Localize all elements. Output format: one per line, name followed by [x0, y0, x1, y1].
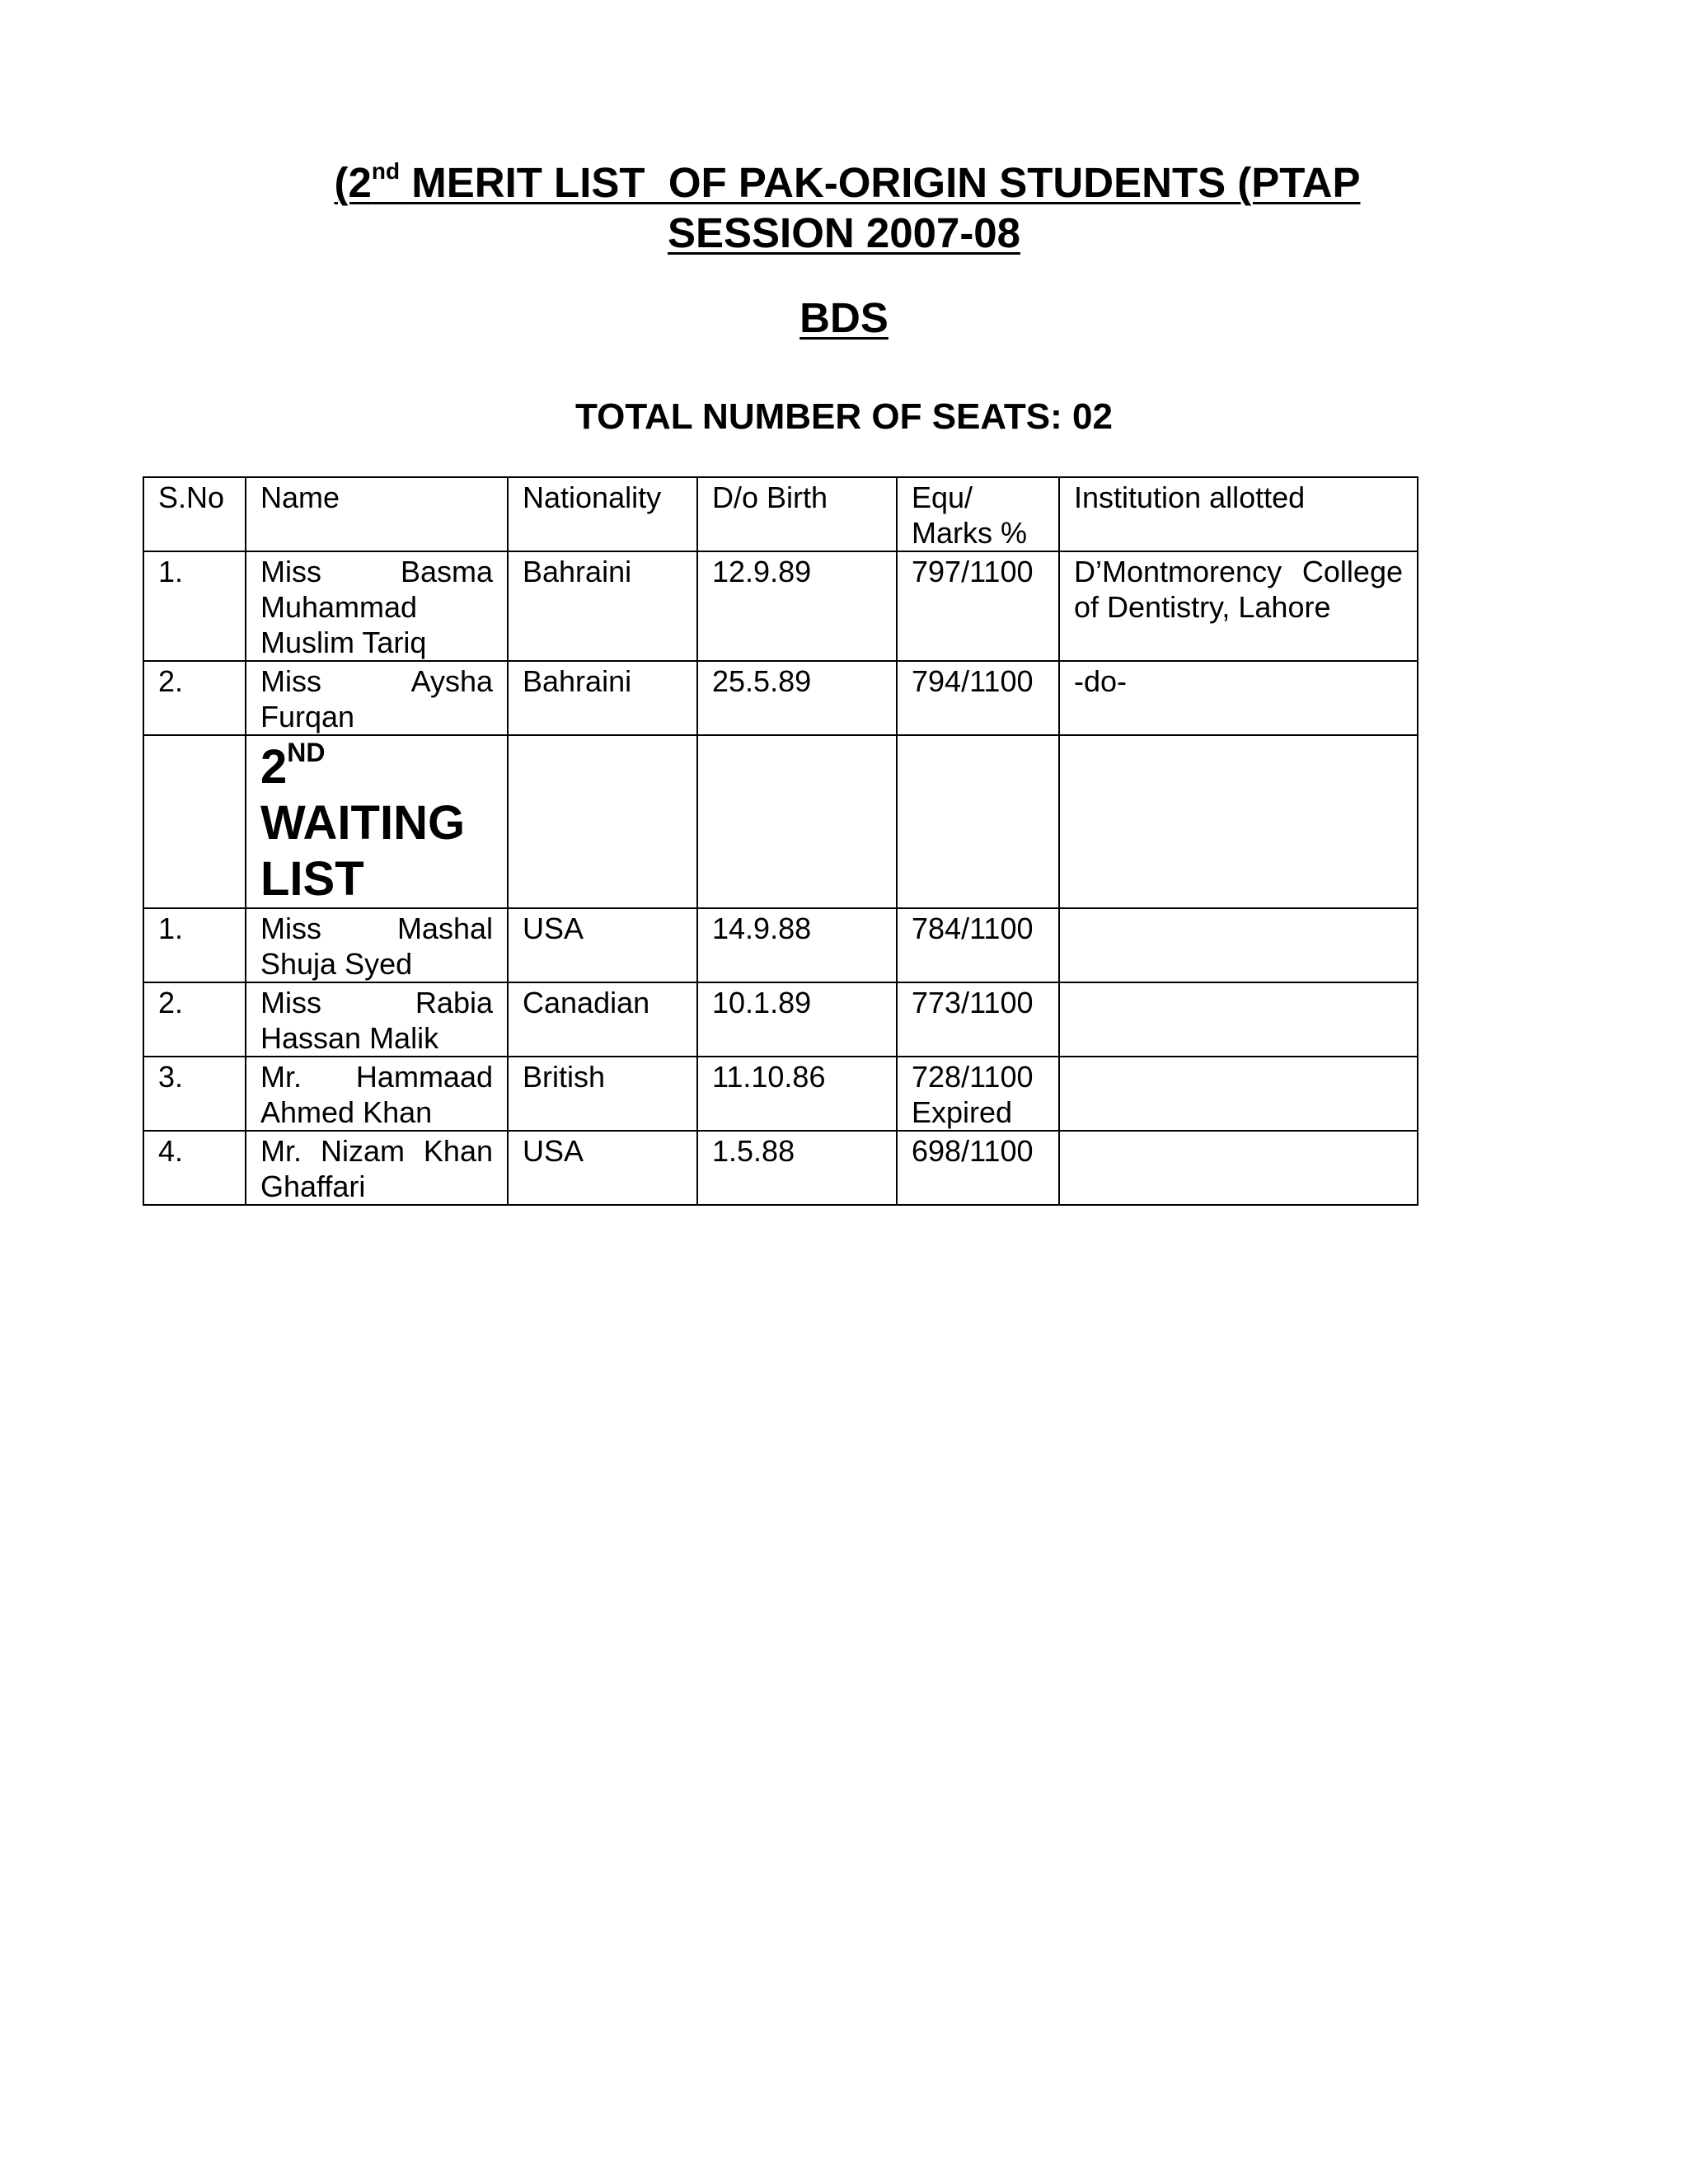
cell-institution	[1059, 1131, 1418, 1205]
cell-nationality: British	[508, 1057, 697, 1131]
cell-dob: 25.5.89	[697, 661, 897, 735]
cell-sno: 2.	[143, 661, 246, 735]
cell-marks	[897, 1057, 1059, 1131]
waiting-superscript: ND	[287, 738, 326, 767]
cell-institution	[1059, 1057, 1418, 1131]
cell-sno: 3.	[143, 1057, 246, 1131]
cell-name: Mr. Hammaad Ahmed Khan	[246, 1057, 508, 1131]
cell-nationality: USA	[508, 1131, 697, 1205]
cell-empty	[697, 735, 897, 908]
cell-dob: 1.5.88	[697, 1131, 897, 1205]
cell-empty	[143, 735, 246, 908]
table-row	[143, 1057, 1418, 1131]
title-prefix: (2	[334, 159, 372, 206]
header-marks-line2: Marks %	[912, 516, 1028, 550]
cell-name: Miss Basma Muhammad Muslim Tariq	[246, 551, 508, 661]
table-row	[143, 1131, 1418, 1205]
cell-marks: 794/1100	[897, 661, 1059, 735]
cell-name: Miss Aysha Furqan	[246, 661, 508, 735]
cell-name: Miss Rabia Hassan Malik	[246, 982, 508, 1057]
seats-heading: TOTAL NUMBER OF SEATS: 02	[575, 396, 1113, 437]
program-text: BDS	[799, 294, 889, 341]
table-row	[143, 908, 1418, 982]
cell-empty	[897, 735, 1059, 908]
cell-empty	[1059, 735, 1418, 908]
cell-marks-note: Expired	[912, 1095, 1013, 1129]
cell-institution	[1059, 908, 1418, 982]
cell-institution: -do-	[1059, 661, 1418, 735]
cell-nationality: Bahraini	[508, 551, 697, 661]
table-row	[143, 982, 1418, 1057]
cell-nationality: USA	[508, 908, 697, 982]
cell-dob: 12.9.89	[697, 551, 897, 661]
title-rest: MERIT LIST OF PAK-ORIGIN STUDENTS (PTAP	[400, 159, 1361, 206]
cell-marks: 773/1100	[897, 982, 1059, 1057]
title-superscript: nd	[371, 158, 401, 184]
header-institution: Institution allotted	[1059, 477, 1418, 551]
cell-dob: 14.9.88	[697, 908, 897, 982]
cell-sno: 1.	[143, 908, 246, 982]
program-heading	[0, 293, 1688, 343]
header-marks	[897, 477, 1059, 551]
page-title	[0, 158, 1688, 208]
waiting-list-label-text	[260, 738, 493, 907]
cell-nationality: Canadian	[508, 982, 697, 1057]
cell-institution	[1059, 982, 1418, 1057]
header-name: Name	[246, 477, 508, 551]
table-header-row	[143, 477, 1418, 551]
cell-sno: 4.	[143, 1131, 246, 1205]
cell-name: Mr. Nizam Khan Ghaffari	[246, 1131, 508, 1205]
cell-sno: 2.	[143, 982, 246, 1057]
cell-empty	[508, 735, 697, 908]
cell-marks: 784/1100	[897, 908, 1059, 982]
table-row	[143, 551, 1418, 661]
cell-dob: 11.10.86	[697, 1057, 897, 1131]
header-nationality: Nationality	[508, 477, 697, 551]
waiting-list-row	[143, 735, 1418, 908]
cell-name: Miss Mashal Shuja Syed	[246, 908, 508, 982]
waiting-list-label	[246, 735, 508, 908]
header-dob: D/o Birth	[697, 477, 897, 551]
cell-marks-value: 728/1100	[912, 1060, 1034, 1094]
merit-table	[143, 476, 1418, 1206]
header-sno: S.No	[143, 477, 246, 551]
waiting-line2: WAITING	[260, 796, 466, 850]
waiting-line3: LIST	[260, 852, 364, 906]
cell-marks: 698/1100	[897, 1131, 1059, 1205]
header-marks-line1: Equ/	[912, 480, 973, 514]
cell-dob: 10.1.89	[697, 982, 897, 1057]
table-row	[143, 661, 1418, 735]
waiting-number: 2	[260, 740, 288, 794]
session-title	[0, 209, 1688, 258]
cell-sno: 1.	[143, 551, 246, 661]
cell-marks: 797/1100	[897, 551, 1059, 661]
session-text: SESSION 2007-08	[667, 209, 1021, 256]
cell-nationality: Bahraini	[508, 661, 697, 735]
cell-institution: D’Montmorency College of Dentistry, Lahore	[1059, 551, 1418, 661]
